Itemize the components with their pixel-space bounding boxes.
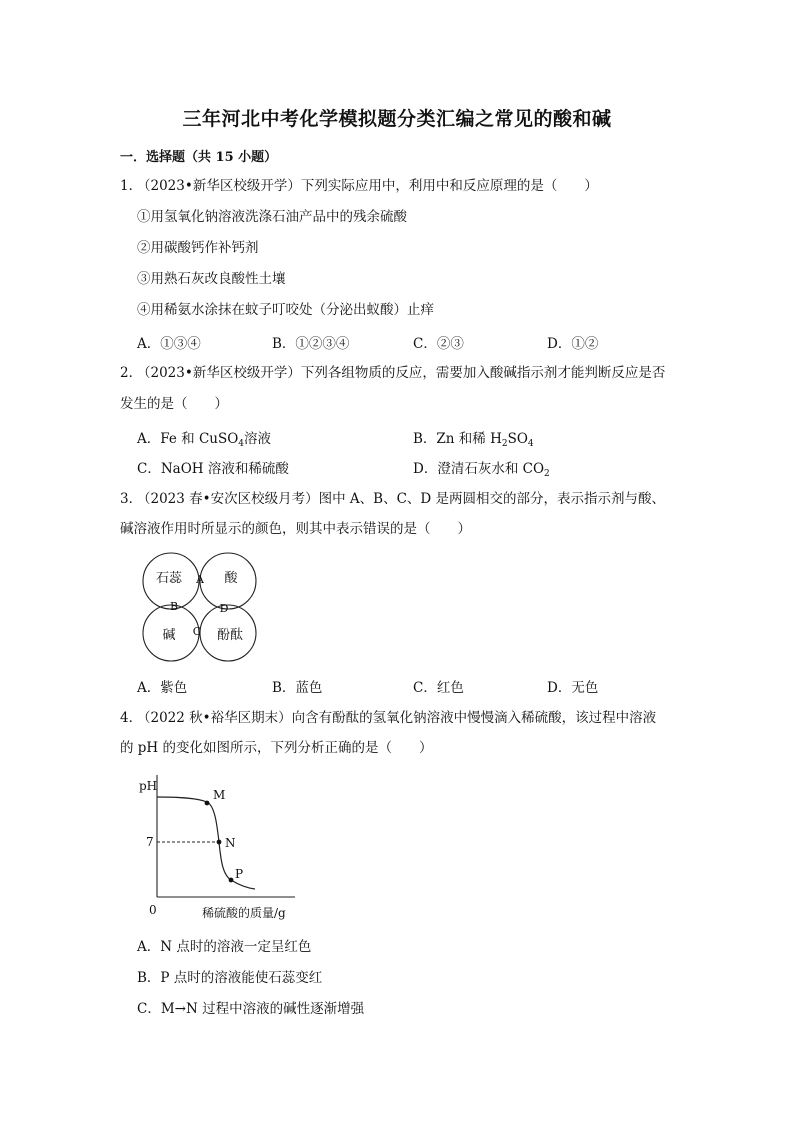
region-c-label: C xyxy=(192,625,202,638)
section-heading: 一．选择题（共 15 小题） xyxy=(120,150,278,165)
q2-number: 2． xyxy=(120,365,143,381)
origin-label: 0 xyxy=(149,903,157,917)
q2-option-d: D．澄清石灰水和 $CO_2$ xyxy=(413,461,550,479)
q2-option-c: C．NaOH 溶液和稀硫酸 xyxy=(137,461,289,477)
q1-option-a: A．①③④ xyxy=(137,336,201,352)
q3-stem-line-1: （2023 春•安次区校级月考）图中 A、B、C、D 是两圆相交的部分，表示指示剂与酸、 xyxy=(137,491,666,507)
q1-stem: （2023•新华区校级开学）下列实际应用中，利用中和反应原理的是（ ） xyxy=(137,178,598,194)
q1-option-d: D．①② xyxy=(547,336,599,352)
q3-option-c: C．红色 xyxy=(413,680,464,696)
q3-number: 3． xyxy=(120,491,143,507)
q4-option-a: A．N 点时的溶液一定呈红色 xyxy=(137,939,312,955)
region-a-label: A xyxy=(196,573,204,586)
q4-option-b: B．P 点时的溶液能使石蕊变红 xyxy=(137,970,323,986)
page-title: 三年河北中考化学模拟题分类汇编之常见的酸和碱 xyxy=(182,108,612,130)
y-axis-label: pH xyxy=(139,779,158,793)
q3-option-b: B．蓝色 xyxy=(272,680,323,696)
q4-option-c: C．M→N 过程中溶液的碱性逐渐增强 xyxy=(137,1001,365,1017)
q2-option-b: B．Zn 和稀 $H_2SO_4$ xyxy=(413,431,534,449)
q4-stem-line-1: （2022 秋•裕华区期末）向含有酚酞的氢氧化钠溶液中慢慢滴入稀硫酸，该过程中溶液 xyxy=(137,710,657,726)
x-axis-label: 稀硫酸的质量/g xyxy=(202,906,286,920)
q3-option-a: A．紫色 xyxy=(137,680,188,696)
q1-number: 1． xyxy=(120,178,143,194)
q1-item-2: ②用碳酸钙作补钙剂 xyxy=(137,240,259,256)
point-m-label: M xyxy=(213,788,226,802)
point-p xyxy=(229,878,234,883)
q4-stem-line-2: 的 pH 的变化如图所示，下列分析正确的是（ ） xyxy=(120,740,433,756)
q4-number: 4． xyxy=(120,710,143,726)
region-b-label: B xyxy=(169,600,179,613)
base-label: 碱 xyxy=(162,628,176,643)
point-n-label: N xyxy=(225,836,236,850)
q2-option-a: A．Fe 和 CuSO$_4$溶液 xyxy=(137,431,272,449)
ph-curve-graph xyxy=(135,770,310,922)
litmus-label: 石蕊 xyxy=(155,571,183,586)
point-m xyxy=(205,801,210,806)
q2-stem-line-2: 发生的是（ ） xyxy=(120,396,228,412)
q1-option-c: C．②③ xyxy=(413,336,464,352)
tick-7-label: 7 xyxy=(146,835,154,849)
point-n xyxy=(217,840,222,845)
indicator-venn-diagram xyxy=(136,546,266,672)
q1-item-4: ④用稀氨水涂抹在蚊子叮咬处（分泌出蚁酸）止痒 xyxy=(137,302,434,318)
acid-label: 酸 xyxy=(224,571,238,586)
q1-option-b: B．①②③④ xyxy=(272,336,350,352)
q3-stem-line-2: 碱溶液作用时所显示的颜色，则其中表示错误的是（ ） xyxy=(120,521,471,537)
region-d-label: D xyxy=(219,602,229,615)
q1-item-1: ①用氢氧化钠溶液洗涤石油产品中的残余硫酸 xyxy=(137,209,407,225)
phenolphthalein-label: 酚酞 xyxy=(216,628,244,643)
q3-option-d: D．无色 xyxy=(547,680,599,696)
q2-stem-line-1: （2023•新华区校级开学）下列各组物质的反应，需要加入酸碱指示剂才能判断反应是否 xyxy=(137,365,666,381)
q1-item-3: ③用熟石灰改良酸性土壤 xyxy=(137,271,286,287)
point-p-label: P xyxy=(235,867,244,881)
